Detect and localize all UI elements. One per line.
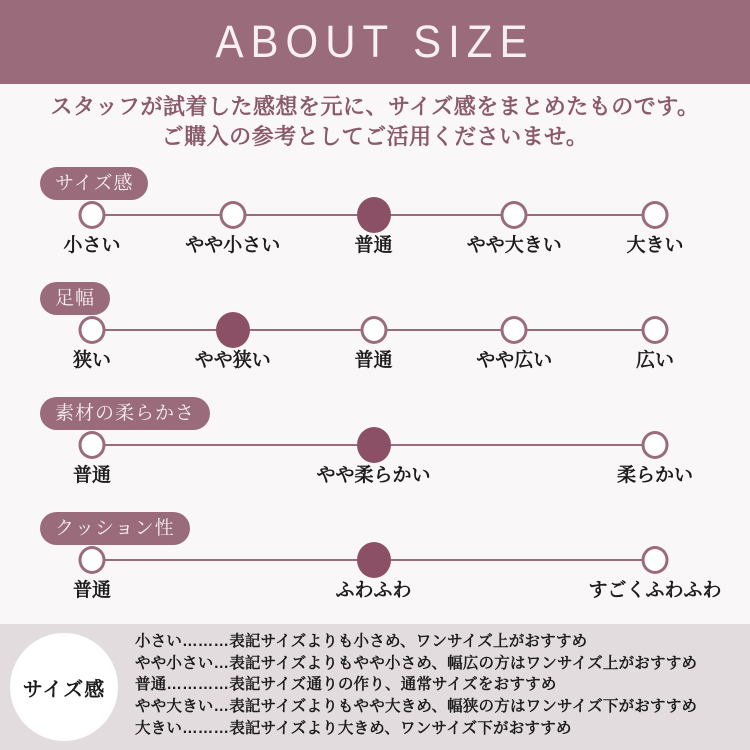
scale-point-label: やや柔らかい xyxy=(316,465,431,486)
scale-track-material-softness xyxy=(0,430,750,490)
legend-item-normal: 普通…………表記サイズ通りの作り、通常サイズをおすすめ xyxy=(135,676,557,694)
scale-point-label: 普通 xyxy=(72,465,112,486)
legend-item-slightly-small: やや小さい…表記サイズよりもやや小さめ、幅広の方はワンサイズ上がおすすめ xyxy=(135,654,698,672)
scale-point-selected xyxy=(357,542,391,578)
page-title: ABOUT SIZE xyxy=(215,16,535,67)
scale-pill-foot-width: 足幅 xyxy=(40,282,110,315)
scale-point-label: 大きい xyxy=(626,235,684,256)
scale-point xyxy=(642,201,669,229)
scale-point xyxy=(79,431,106,459)
scale-point-label: 小さい xyxy=(63,235,121,256)
header-banner xyxy=(0,0,750,84)
legend-item-slightly-large: やや大きい…表記サイズよりもやや大きめ、幅狭の方はワンサイズ下がおすすめ xyxy=(135,698,698,716)
scale-point-label: 普通 xyxy=(354,235,393,256)
scale-point xyxy=(79,316,106,344)
scale-point-label: 普通 xyxy=(354,350,393,371)
legend-item-small: 小さい………表記サイズよりも小さめ、ワンサイズ上がおすすめ xyxy=(135,633,588,650)
scale-point-label: 広い xyxy=(635,350,675,371)
scale-point xyxy=(501,316,528,344)
scale-point-label: 普通 xyxy=(72,580,112,601)
scale-point-label: 柔らかい xyxy=(616,465,694,486)
intro-line1: スタッフが試着した感想を元に、サイズ感をまとめたものです。 xyxy=(50,94,700,119)
scale-pill-cushioning: クッション性 xyxy=(40,512,190,545)
legend-title: サイズ感 xyxy=(22,678,106,701)
scale-track-foot-width xyxy=(0,315,750,375)
scale-point-label: すごくふわふわ xyxy=(588,580,722,601)
scale-point xyxy=(79,201,106,229)
scale-point xyxy=(501,201,528,229)
scale-point-label: やや広い xyxy=(476,350,553,371)
legend-item-large: 大きい………表記サイズより大きめ、ワンサイズ下がおすすめ xyxy=(135,719,572,737)
scale-pill-material-softness: 素材の柔らかさ xyxy=(40,397,210,430)
scale-section-material-softness xyxy=(0,397,750,490)
scale-point xyxy=(360,316,387,344)
scale-point xyxy=(219,201,246,229)
scales xyxy=(0,167,750,605)
legend-list xyxy=(135,631,697,740)
legend-title-badge xyxy=(10,633,118,741)
scale-point xyxy=(79,546,106,574)
scale-section-size-feel xyxy=(0,167,750,260)
scale-section-foot-width xyxy=(0,282,750,375)
intro-text xyxy=(0,84,750,152)
scale-section-cushioning xyxy=(0,512,750,605)
scale-point-label: 狭い xyxy=(72,350,112,371)
scale-pill-size-feel: サイズ感 xyxy=(40,167,148,200)
scale-point xyxy=(642,546,669,574)
scale-point-label: やや小さい xyxy=(185,235,281,256)
scale-point-selected xyxy=(216,312,250,348)
scale-point xyxy=(642,431,669,459)
scale-track-size-feel xyxy=(0,200,750,260)
scale-point-selected xyxy=(357,197,391,233)
scale-point-label: やや狭い xyxy=(194,350,271,371)
legend-panel xyxy=(0,624,750,750)
scale-point-label: ふわふわ xyxy=(335,580,412,601)
intro-line2: ご購入の参考としてご活用くださいませ。 xyxy=(161,124,589,149)
scale-point xyxy=(642,316,669,344)
scale-point-label: やや大きい xyxy=(466,235,562,256)
scale-track-cushioning xyxy=(0,545,750,605)
scale-point-selected xyxy=(357,427,391,463)
